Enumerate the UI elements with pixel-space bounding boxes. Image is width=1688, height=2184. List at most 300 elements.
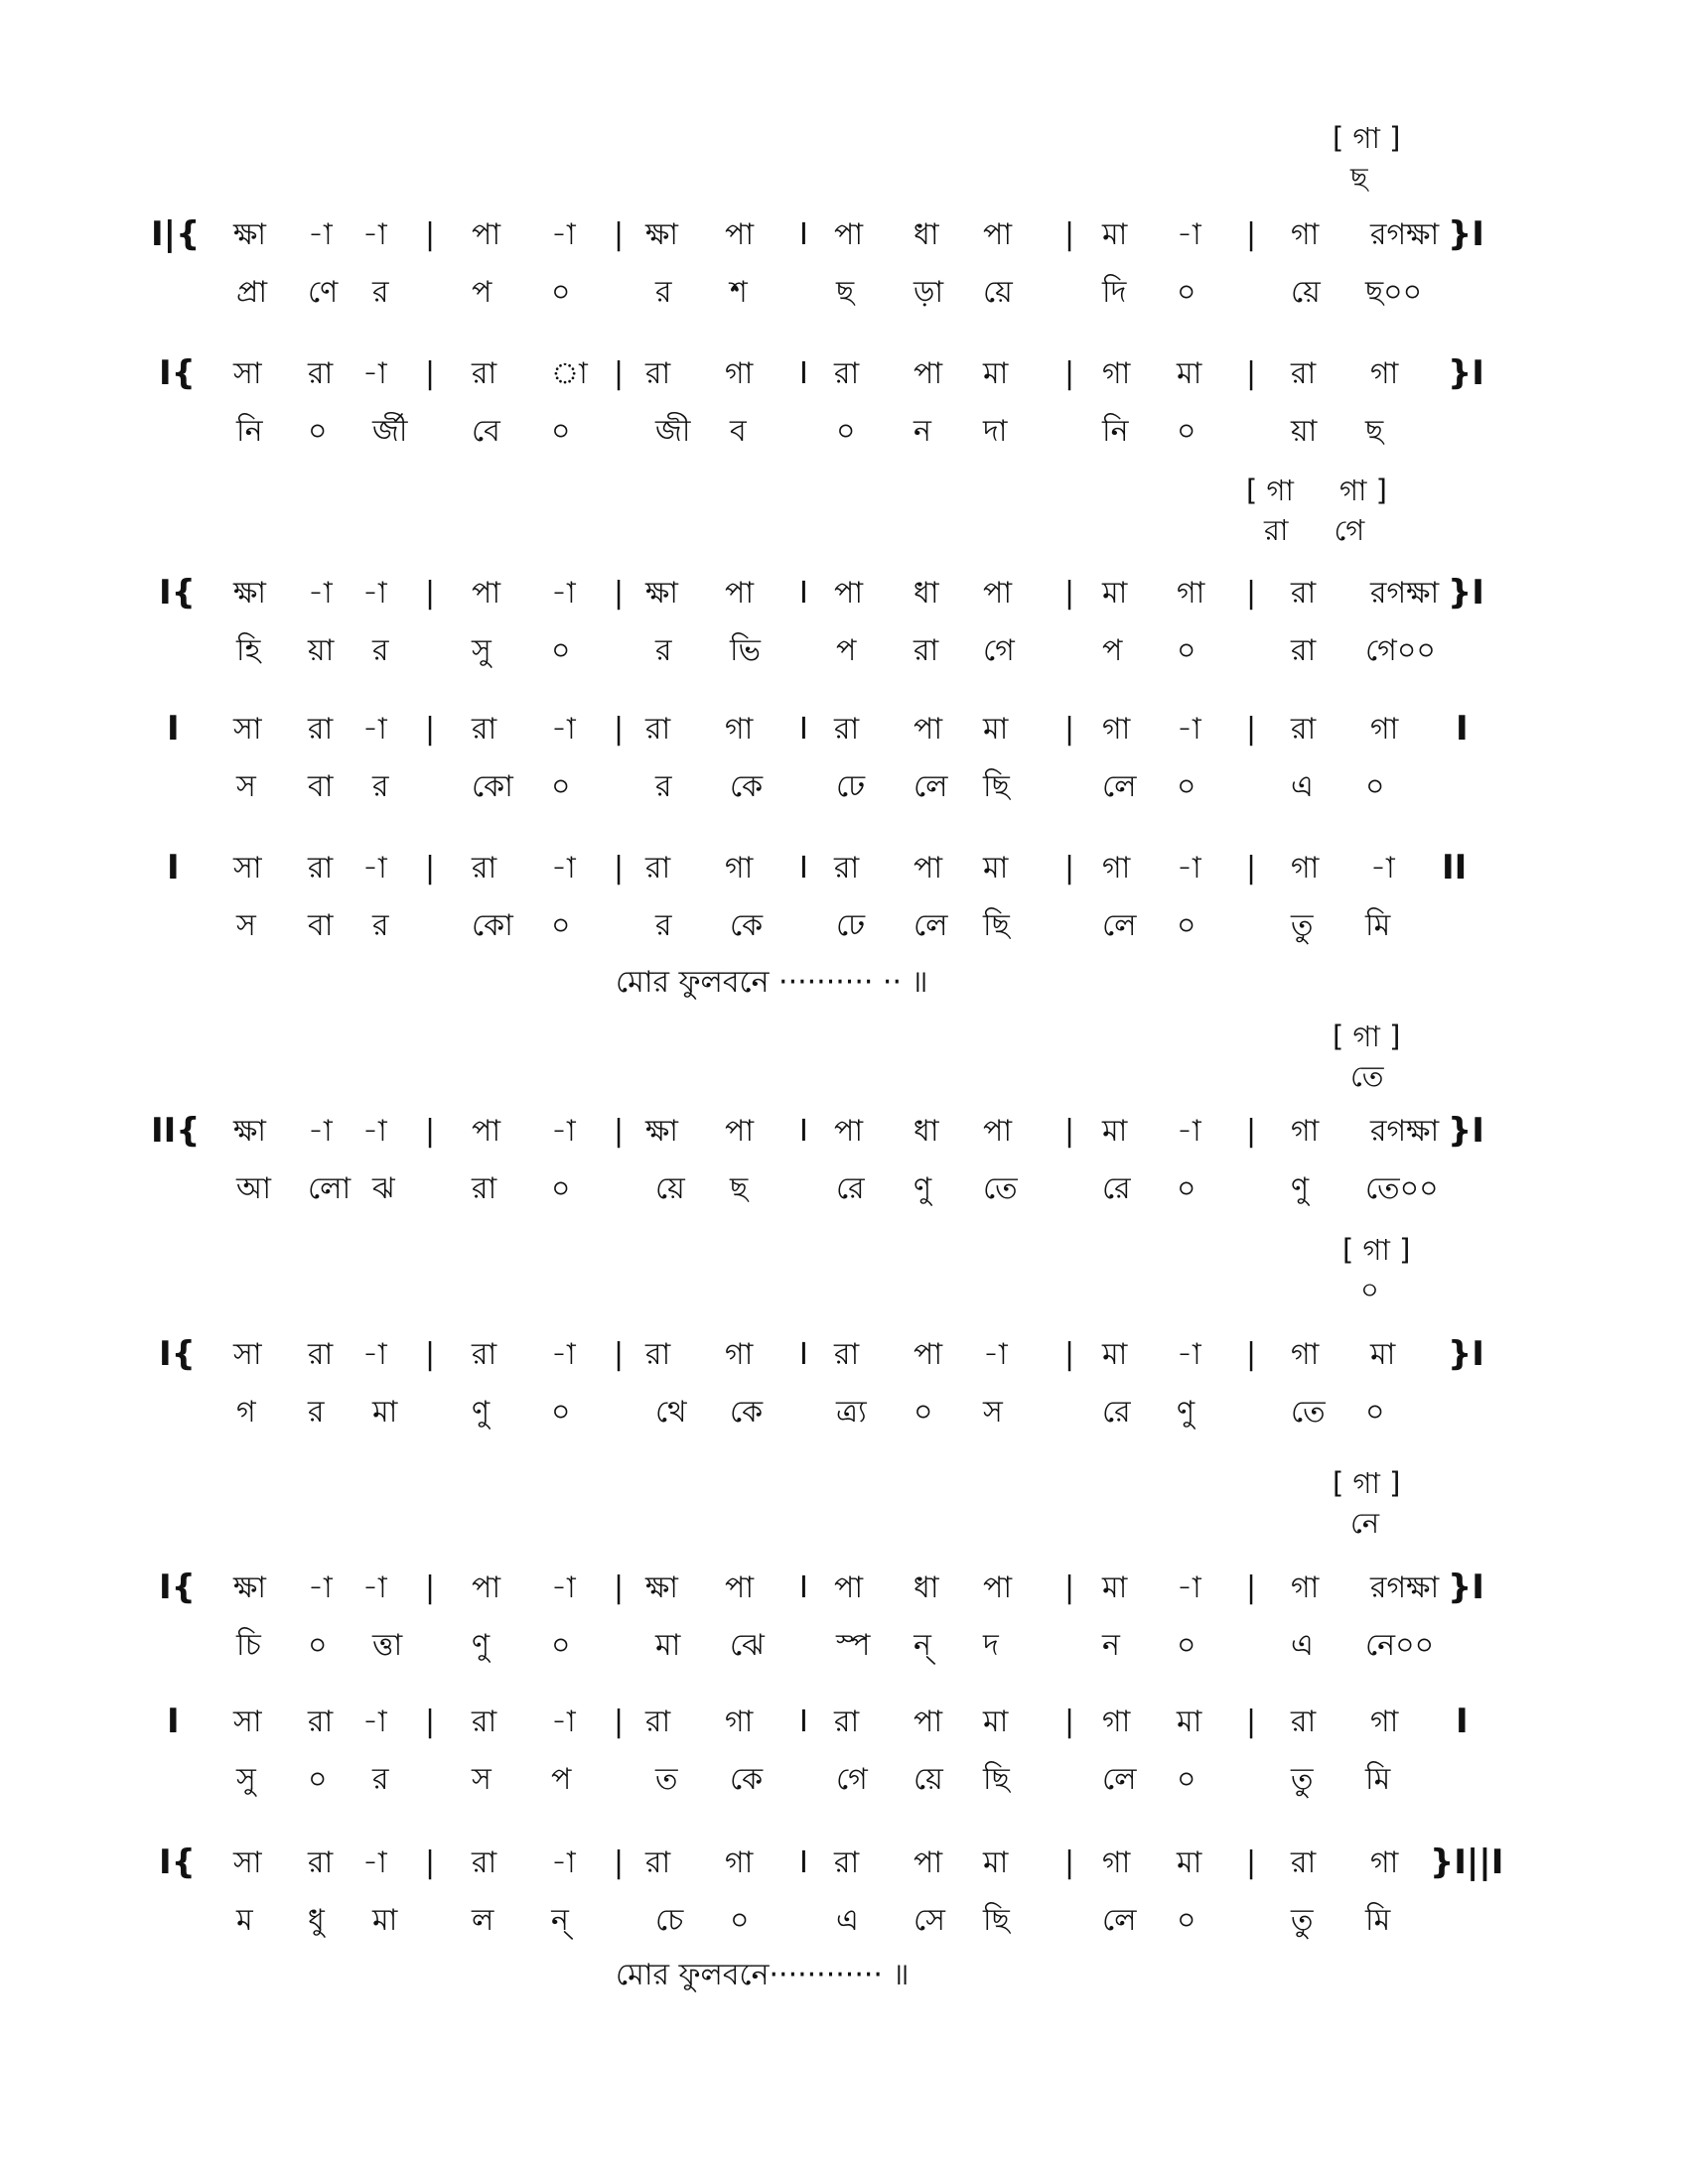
swara-note: রা: [834, 1705, 860, 1739]
lyric-syllable: স: [983, 1395, 1003, 1430]
lyric-syllable: প: [551, 1762, 572, 1797]
swara-note: |: [1064, 356, 1075, 391]
swara-note: মা: [983, 1845, 1009, 1880]
swara-note: পা: [983, 217, 1013, 252]
lyric-syllable: ছি: [983, 908, 1010, 943]
refrain-line: মোর ফুলবনে············ ॥: [616, 1958, 910, 1992]
swara-note: মা: [1102, 1114, 1128, 1149]
open-bar-mark: I{: [159, 1843, 196, 1882]
ornament-syllable: তে: [1350, 1059, 1384, 1093]
lyric-syllable: ০: [551, 275, 571, 310]
lyric-syllable: ভি: [730, 633, 761, 668]
lyric-syllable: প: [472, 275, 492, 310]
swara-note: পা: [834, 217, 864, 252]
lyric-syllable: লে: [914, 908, 948, 943]
lyric-syllable: র: [308, 1395, 325, 1430]
open-bar-mark: I: [167, 709, 180, 749]
lyric-syllable: দি: [1102, 275, 1127, 310]
close-bar-mark: I: [1456, 709, 1469, 749]
lyric-syllable: ০: [308, 414, 328, 449]
swara-note: রা: [472, 1337, 497, 1372]
swara-note: -া: [983, 1337, 1008, 1372]
swara-note: রগক্ষা: [1370, 217, 1440, 252]
swara-note: রা: [308, 851, 334, 886]
open-bar-mark: II{: [151, 1111, 201, 1151]
swara-note: পা: [725, 217, 755, 252]
swara-note: -া: [362, 1845, 387, 1880]
swara-note: রা: [1291, 356, 1317, 391]
lyric-syllable: ণে: [308, 275, 339, 310]
close-bar-mark: }I: [1448, 353, 1484, 393]
swara-note: |: [614, 356, 625, 391]
swara-note: রা: [834, 1845, 860, 1880]
lyric-syllable: বা: [308, 908, 334, 943]
lyric-syllable: স: [236, 769, 256, 804]
swara-note: পা: [834, 1570, 864, 1605]
ornament-box: [ গা ]: [1333, 121, 1401, 155]
swara-note: মা: [1177, 356, 1202, 391]
lyric-syllable: ০: [1177, 769, 1196, 804]
lyric-syllable: ঝ: [372, 1171, 395, 1206]
swara-note: রা: [308, 1337, 334, 1372]
swara-note: সা: [233, 1337, 262, 1372]
swara-note: ধা: [914, 217, 939, 252]
lyric-syllable: ০: [1177, 1628, 1196, 1663]
lyric-syllable: এ: [1291, 769, 1314, 804]
swara-note: পা: [914, 356, 943, 391]
swara-note: রগক্ষা: [1370, 1114, 1440, 1149]
lyric-syllable: মা: [655, 1628, 681, 1663]
swara-note: |: [1246, 356, 1257, 391]
lyric-syllable: ০: [551, 1395, 571, 1430]
lyric-syllable: ন্: [914, 1628, 931, 1663]
lyric-syllable: ০: [551, 1171, 571, 1206]
swara-note: গা: [1291, 851, 1320, 886]
lyric-syllable: রে: [1102, 1171, 1131, 1206]
swara-note: |: [1064, 217, 1075, 252]
swara-note: পা: [725, 576, 755, 611]
lyric-syllable: তু: [1291, 1903, 1314, 1938]
swara-note: মা: [983, 356, 1009, 391]
swara-note: গা: [725, 712, 754, 747]
swara-note: গা: [725, 1705, 754, 1739]
lyric-syllable: ত্র্য: [836, 1395, 867, 1430]
lyric-syllable: রে: [1102, 1395, 1131, 1430]
lyric-syllable: কো: [472, 908, 513, 943]
lyric-syllable: এ: [836, 1903, 859, 1938]
swara-note: |: [614, 1705, 625, 1739]
swara-note: সা: [233, 1705, 262, 1739]
swara-note: মা: [1102, 1570, 1128, 1605]
swara-note: পা: [914, 1845, 943, 1880]
swara-note: গা: [1291, 1114, 1320, 1149]
open-bar-mark: I: [167, 848, 180, 887]
lyric-syllable: ০: [551, 414, 571, 449]
swara-note: -া: [551, 1114, 576, 1149]
swara-note: পা: [983, 1570, 1013, 1605]
swara-note: |: [425, 1570, 436, 1605]
lyric-syllable: এ: [1291, 1628, 1314, 1663]
swara-note: I: [799, 576, 808, 611]
swara-note: পা: [834, 576, 864, 611]
lyric-syllable: ০: [551, 1628, 571, 1663]
lyric-syllable: শ: [730, 275, 748, 310]
swara-note: |: [614, 1570, 625, 1605]
lyric-syllable: নে০০: [1365, 1628, 1435, 1663]
swara-note: -া: [1177, 1570, 1201, 1605]
lyric-syllable: য়া: [308, 633, 335, 668]
swara-note: -া: [362, 1114, 387, 1149]
lyric-syllable: ম: [236, 1903, 253, 1938]
swara-note: |: [1246, 217, 1257, 252]
lyric-syllable: কে: [730, 908, 764, 943]
swara-note: -া: [551, 851, 576, 886]
swara-note: গা: [1177, 576, 1205, 611]
swara-note: মা: [983, 851, 1009, 886]
swara-note: রা: [472, 851, 497, 886]
lyric-syllable: তে: [983, 1171, 1018, 1206]
swara-note: -া: [551, 1705, 576, 1739]
lyric-syllable: য়ে: [1291, 275, 1321, 310]
lyric-syllable: র: [655, 275, 672, 310]
swara-note: সা: [233, 356, 262, 391]
lyric-syllable: র: [655, 633, 672, 668]
lyric-syllable: র: [372, 275, 389, 310]
swara-note: |: [425, 1114, 436, 1149]
lyric-syllable: বা: [308, 769, 334, 804]
close-bar-mark: }I: [1448, 214, 1484, 254]
lyric-syllable: স: [236, 908, 256, 943]
lyric-syllable: ০: [730, 1903, 750, 1938]
lyric-syllable: ধু: [308, 1903, 325, 1938]
swara-note: |: [1246, 1845, 1257, 1880]
swara-note: গা: [1291, 1337, 1320, 1372]
swara-note: মা: [1177, 1705, 1202, 1739]
lyric-syllable: নি: [1102, 414, 1129, 449]
lyric-syllable: য়ে: [983, 275, 1013, 310]
lyric-syllable: কে: [730, 1762, 764, 1797]
lyric-syllable: ন: [1102, 1628, 1120, 1663]
lyric-syllable: তু: [1291, 1762, 1314, 1797]
lyric-syllable: ০: [551, 633, 571, 668]
swara-note: পা: [914, 1337, 943, 1372]
lyric-syllable: ০: [308, 1762, 328, 1797]
lyric-syllable: মি: [1365, 1903, 1391, 1938]
swara-note: |: [425, 1845, 436, 1880]
swara-note: -া: [1177, 217, 1201, 252]
swara-note: রা: [1291, 1845, 1317, 1880]
lyric-syllable: লে: [1102, 769, 1137, 804]
swara-note: গা: [725, 356, 754, 391]
swara-note: -া: [1177, 1337, 1201, 1372]
swara-note: ক্ষা: [645, 217, 679, 252]
lyric-syllable: ছ০০: [1365, 275, 1423, 310]
close-bar-mark: I: [1456, 1702, 1469, 1741]
swara-note: গা: [1370, 1705, 1399, 1739]
swara-note: -া: [362, 1570, 387, 1605]
swara-note: -া: [551, 1570, 576, 1605]
swara-note: I: [799, 1570, 808, 1605]
open-bar-mark: I{: [159, 1568, 196, 1607]
lyric-syllable: ল: [472, 1903, 494, 1938]
swara-note: পা: [472, 576, 501, 611]
swara-note: পা: [472, 1570, 501, 1605]
ornament-box: [ গা ]: [1342, 1233, 1411, 1267]
swara-note: |: [425, 356, 436, 391]
swara-note: মা: [983, 712, 1009, 747]
swara-note: -া: [362, 217, 387, 252]
swara-note: |: [425, 217, 436, 252]
lyric-syllable: গ: [236, 1395, 256, 1430]
swara-note: মা: [983, 1705, 1009, 1739]
swara-note: I: [799, 1337, 808, 1372]
lyric-syllable: ণু: [1177, 1395, 1196, 1430]
swara-note: মা: [1370, 1337, 1396, 1372]
lyric-syllable: ০: [1177, 908, 1196, 943]
swara-note: রা: [834, 851, 860, 886]
swara-note: রা: [1291, 576, 1317, 611]
lyric-syllable: মা: [372, 1903, 398, 1938]
swara-note: রা: [645, 356, 671, 391]
lyric-syllable: রে: [836, 1171, 865, 1206]
swara-note: রা: [308, 712, 334, 747]
swara-note: ক্ষা: [645, 576, 679, 611]
swara-note: -া: [551, 1337, 576, 1372]
swara-note: রা: [308, 356, 334, 391]
lyric-syllable: ন্: [551, 1903, 569, 1938]
lyric-syllable: ০: [1177, 633, 1196, 668]
close-bar-mark: }I: [1448, 1568, 1484, 1607]
swara-note: -া: [362, 712, 387, 747]
swara-note: পা: [914, 851, 943, 886]
lyric-syllable: লে: [1102, 1762, 1137, 1797]
swara-note: গা: [1291, 217, 1320, 252]
lyric-syllable: র: [372, 908, 389, 943]
swara-note: সা: [233, 1845, 262, 1880]
swara-note: I: [799, 217, 808, 252]
swara-note: পা: [725, 1114, 755, 1149]
swara-note: ক্ষা: [233, 1114, 267, 1149]
swara-note: ক্ষা: [233, 217, 267, 252]
swara-note: রা: [472, 1705, 497, 1739]
lyric-syllable: য়ে: [914, 1762, 943, 1797]
lyric-syllable: থে: [655, 1395, 687, 1430]
lyric-syllable: ০: [308, 1628, 328, 1663]
swara-note: মা: [1102, 576, 1128, 611]
swara-note: পা: [725, 1570, 755, 1605]
lyric-syllable: আ: [236, 1171, 271, 1206]
swara-note: |: [425, 576, 436, 611]
swara-note: গা: [725, 1845, 754, 1880]
lyric-syllable: নি: [236, 414, 263, 449]
open-bar-mark: I{: [159, 353, 196, 393]
lyric-syllable: তে: [1291, 1395, 1326, 1430]
swara-note: রা: [834, 356, 860, 391]
lyric-syllable: সু: [472, 633, 492, 668]
lyric-syllable: দা: [983, 414, 1008, 449]
lyric-syllable: ণু: [472, 1395, 491, 1430]
swara-note: রা: [645, 712, 671, 747]
swara-note: রা: [1291, 1705, 1317, 1739]
swara-note: রগক্ষা: [1370, 576, 1440, 611]
swara-note: -া: [308, 217, 333, 252]
swara-note: I: [799, 851, 808, 886]
lyric-syllable: সে: [914, 1903, 945, 1938]
lyric-syllable: সু: [236, 1762, 256, 1797]
lyric-syllable: ০: [1177, 1762, 1196, 1797]
swara-note: |: [1246, 1705, 1257, 1739]
swara-note: |: [425, 1337, 436, 1372]
swara-note: -া: [1177, 1114, 1201, 1149]
swara-note: গা: [1102, 1845, 1131, 1880]
refrain-line: মোর ফুলবনে ·········· ·· ॥: [616, 965, 928, 1000]
lyric-syllable: প: [1102, 633, 1123, 668]
swara-note: পা: [472, 1114, 501, 1149]
lyric-syllable: ণু: [1291, 1171, 1310, 1206]
ornament-box: [ গা ]: [1333, 1020, 1401, 1053]
swara-note: মা: [1102, 217, 1128, 252]
lyric-syllable: ব: [730, 414, 747, 449]
swara-note: |: [1064, 1570, 1075, 1605]
lyric-syllable: ত: [655, 1762, 678, 1797]
swara-note: ক্ষা: [233, 1570, 267, 1605]
open-bar-mark: I{: [159, 1334, 196, 1374]
swara-note: -া: [362, 1705, 387, 1739]
swara-note: ধা: [914, 1114, 939, 1149]
swara-note: -া: [551, 712, 576, 747]
lyric-syllable: ০: [914, 1395, 933, 1430]
open-bar-mark: I: [167, 1702, 180, 1741]
close-bar-mark: }I||I: [1430, 1843, 1504, 1882]
close-bar-mark: II: [1442, 848, 1468, 887]
lyric-syllable: ০: [836, 414, 856, 449]
lyric-syllable: ছ: [836, 275, 855, 310]
swara-note: |: [614, 712, 625, 747]
lyric-syllable: ছি: [983, 1903, 1010, 1938]
lyric-syllable: র: [372, 633, 389, 668]
lyric-syllable: র: [655, 908, 672, 943]
lyric-syllable: জী: [655, 414, 691, 449]
swara-note: গা: [1370, 1845, 1399, 1880]
swara-note: -া: [362, 576, 387, 611]
swara-note: মা: [1177, 1845, 1202, 1880]
swara-note: ক্ষা: [233, 576, 267, 611]
swara-note: রা: [834, 712, 860, 747]
lyric-syllable: ছি: [983, 1762, 1010, 1797]
swara-note: গা: [725, 1337, 754, 1372]
lyric-syllable: য়া: [1291, 414, 1318, 449]
lyric-syllable: মা: [372, 1395, 398, 1430]
ornament-box: [ গা ]: [1333, 1466, 1401, 1500]
swara-note: রা: [645, 1337, 671, 1372]
lyric-syllable: মি: [1365, 908, 1391, 943]
swara-note: -া: [362, 851, 387, 886]
swara-note: সা: [233, 851, 262, 886]
swara-note: পা: [834, 1114, 864, 1149]
lyric-syllable: ঝে: [730, 1628, 765, 1663]
swara-note: ধা: [914, 1570, 939, 1605]
swara-note: -া: [1177, 851, 1201, 886]
close-bar-mark: }I: [1448, 573, 1484, 613]
swara-note: |: [1246, 1570, 1257, 1605]
lyric-syllable: ঢে: [836, 908, 866, 943]
lyric-syllable: ০: [1177, 1903, 1196, 1938]
lyric-syllable: ছ: [1365, 414, 1384, 449]
lyric-syllable: ০: [1365, 1395, 1385, 1430]
lyric-syllable: প্রা: [236, 275, 268, 310]
lyric-syllable: রা: [914, 633, 939, 668]
ornament-syllable: ০: [1360, 1273, 1379, 1306]
ornament-box: [ গা গা ]: [1246, 474, 1387, 507]
swara-note: গা: [1370, 712, 1399, 747]
swara-note: |: [425, 1705, 436, 1739]
lyric-syllable: ণু: [914, 1171, 932, 1206]
swara-note: গা: [1102, 851, 1131, 886]
swara-note: মা: [1102, 1337, 1128, 1372]
swara-note: |: [1246, 851, 1257, 886]
swara-note: রা: [834, 1337, 860, 1372]
lyric-syllable: ০: [551, 769, 571, 804]
swara-note: গা: [1102, 712, 1131, 747]
lyric-syllable: ০: [1177, 1171, 1196, 1206]
lyric-syllable: তে০০: [1365, 1171, 1439, 1206]
swara-note: গা: [1370, 356, 1399, 391]
swara-note: রা: [645, 1705, 671, 1739]
swara-note: -া: [551, 576, 576, 611]
close-bar-mark: }I: [1448, 1111, 1484, 1151]
ornament-syllable: রা গে: [1264, 513, 1365, 547]
swara-note: পা: [983, 1114, 1013, 1149]
lyric-syllable: ০: [551, 908, 571, 943]
swara-note: পা: [472, 217, 501, 252]
swara-note: I: [799, 712, 808, 747]
swara-note: ক্ষা: [645, 1570, 679, 1605]
swara-note: রা: [472, 1845, 497, 1880]
lyric-syllable: তু: [1291, 908, 1314, 943]
swara-note: -া: [551, 1845, 576, 1880]
swara-note: গা: [1102, 1705, 1131, 1739]
swara-note: রা: [1291, 712, 1317, 747]
swara-note: I: [799, 1705, 808, 1739]
lyric-syllable: ০: [1177, 414, 1196, 449]
swara-note: রা: [472, 712, 497, 747]
swara-note: |: [1064, 1114, 1075, 1149]
lyric-syllable: কে: [730, 769, 764, 804]
swara-note: |: [614, 1114, 625, 1149]
swara-note: সা: [233, 712, 262, 747]
swara-note: |: [425, 712, 436, 747]
lyric-syllable: গে: [983, 633, 1015, 668]
swara-note: |: [1246, 1114, 1257, 1149]
lyric-syllable: ছি: [983, 769, 1010, 804]
swara-note: পা: [983, 576, 1013, 611]
swara-note: |: [1064, 576, 1075, 611]
swara-note: ধা: [914, 576, 939, 611]
swara-note: রা: [645, 851, 671, 886]
open-bar-mark: I|{: [151, 214, 201, 254]
lyric-syllable: ০: [1365, 769, 1385, 804]
lyric-syllable: লে: [1102, 1903, 1137, 1938]
close-bar-mark: }I: [1448, 1334, 1484, 1374]
lyric-syllable: কে: [730, 1395, 764, 1430]
swara-note: -া: [362, 1337, 387, 1372]
swara-note: |: [425, 851, 436, 886]
lyric-syllable: লো: [308, 1171, 352, 1206]
swara-note: গা: [1102, 356, 1131, 391]
lyric-syllable: র: [372, 1762, 389, 1797]
swara-note: পা: [914, 1705, 943, 1739]
lyric-syllable: মি: [1365, 1762, 1391, 1797]
